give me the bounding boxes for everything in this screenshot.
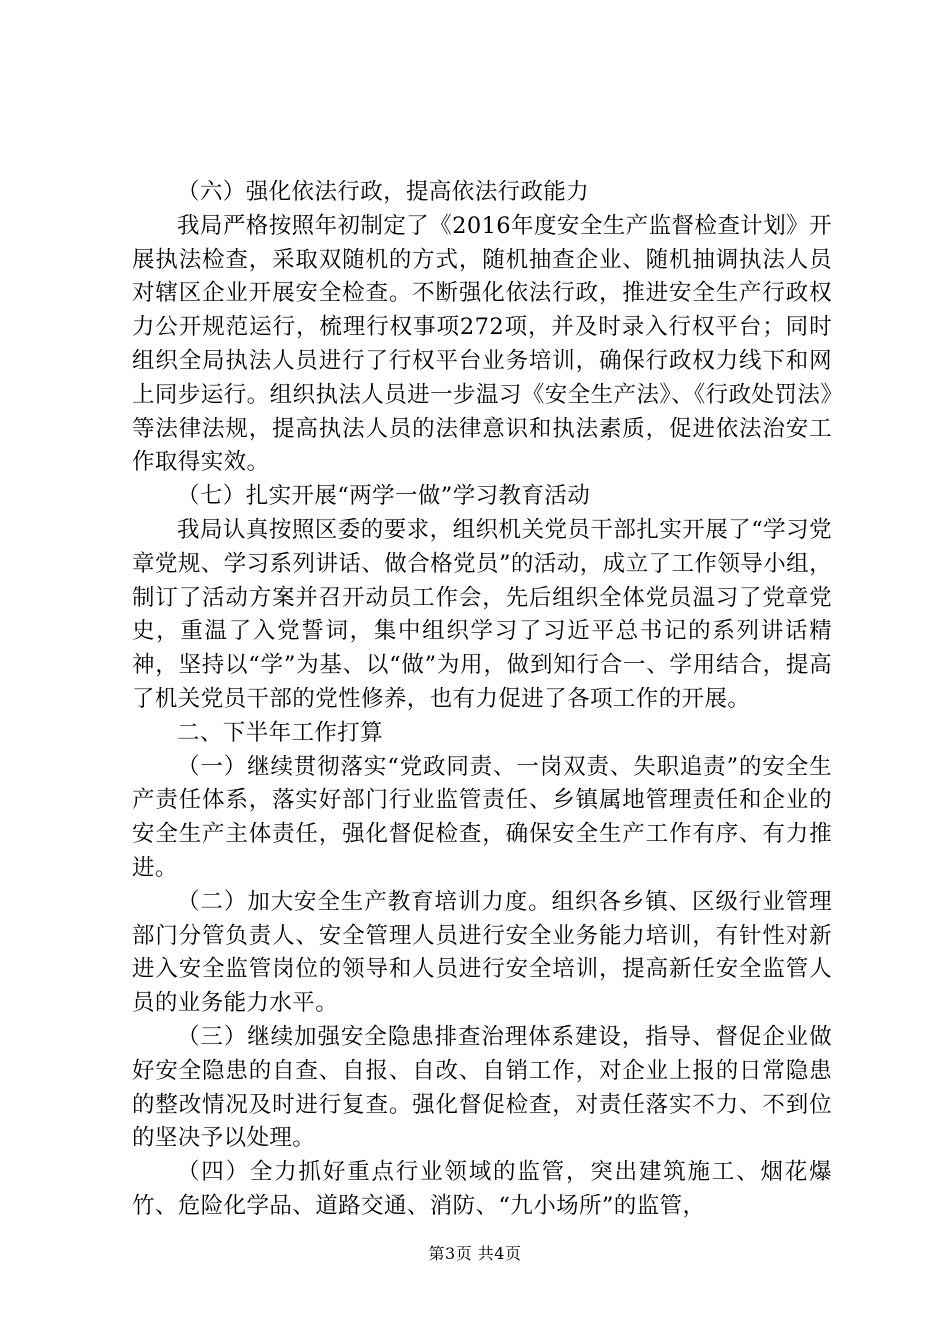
section-heading-plan: 二、下半年工作打算	[177, 719, 384, 746]
plan-item-two: （二）加大安全生产教育培训力度。组织各乡镇、区级行业管理部门分管负责人、安全管理人员进行安全业务能力培训，有针性对新进入安全监管岗位的领导和人员进行安全培训，提高新任安全监管人员的业务能力水平。	[132, 888, 832, 1017]
page-number-footer: 第3页 共4页	[428, 1244, 522, 1263]
section-heading-six: （六）强化依法行政，提高依法行政能力	[177, 179, 590, 205]
plan-item-one: （一）继续贯彻落实“党政同责、一岗双责、失职追责”的安全生产责任体系，落实好部门行业监管责任、乡镇属地管理责任和企业的安全生产主体责任，强化督促检查，确保安全生产工作有序、有力推进。	[132, 753, 832, 881]
plan-item-four: （四）全力抓好重点行业领域的监管，突出建筑施工、烟花爆竹、危险化学品、道路交通、消防、“九小场所”的监管，	[132, 1159, 832, 1219]
body-paragraph: 我局严格按照年初制定了《2016年度安全生产监督检查计划》开展执法检查，采取双随机的方式，随机抽查企业、随机抽调执法人员对辖区企业开展安全检查。不断强化依法行政，推进安全生产行政权力公开规范运行，梳理行权事项272项，并及时录入行权平台；同时组织全局执法人员进行了行权平台业务培训，确保行政权力线下和网上同步运行。组织执法人员进一步温习《安全生产法》、《行政处罚法》等法律法规，提高执法人员的法律意识和执法素质，促进依法治安工作取得实效。	[132, 212, 832, 476]
section-heading-seven: （七）扎实开展“两学一做”学习教育活动	[177, 483, 591, 510]
body-paragraph: 我局认真按照区委的要求，组织机关党员干部扎实开展了“学习党章党规、学习系列讲话、做合格党员”的活动，成立了工作领导小组，制订了活动方案并召开动员工作会，先后组织全体党员温习了党章党史，重温了入党誓词，集中组织学习了习近平总书记的系列讲话精神，坚持以“学”为基、以“做”为用，做到知行合一、学用结合，提高了机关党员干部的党性修养，也有力促进了各项工作的开展。	[132, 516, 832, 712]
plan-item-three: （三）继续加强安全隐患排查治理体系建设，指导、督促企业做好安全隐患的自查、自报、自改、自销工作，对企业上报的日常隐患的整改情况及时进行复查。强化督促检查，对责任落实不力、不到位的坚决予以处理。	[132, 1023, 832, 1152]
document-body	[132, 176, 832, 1224]
